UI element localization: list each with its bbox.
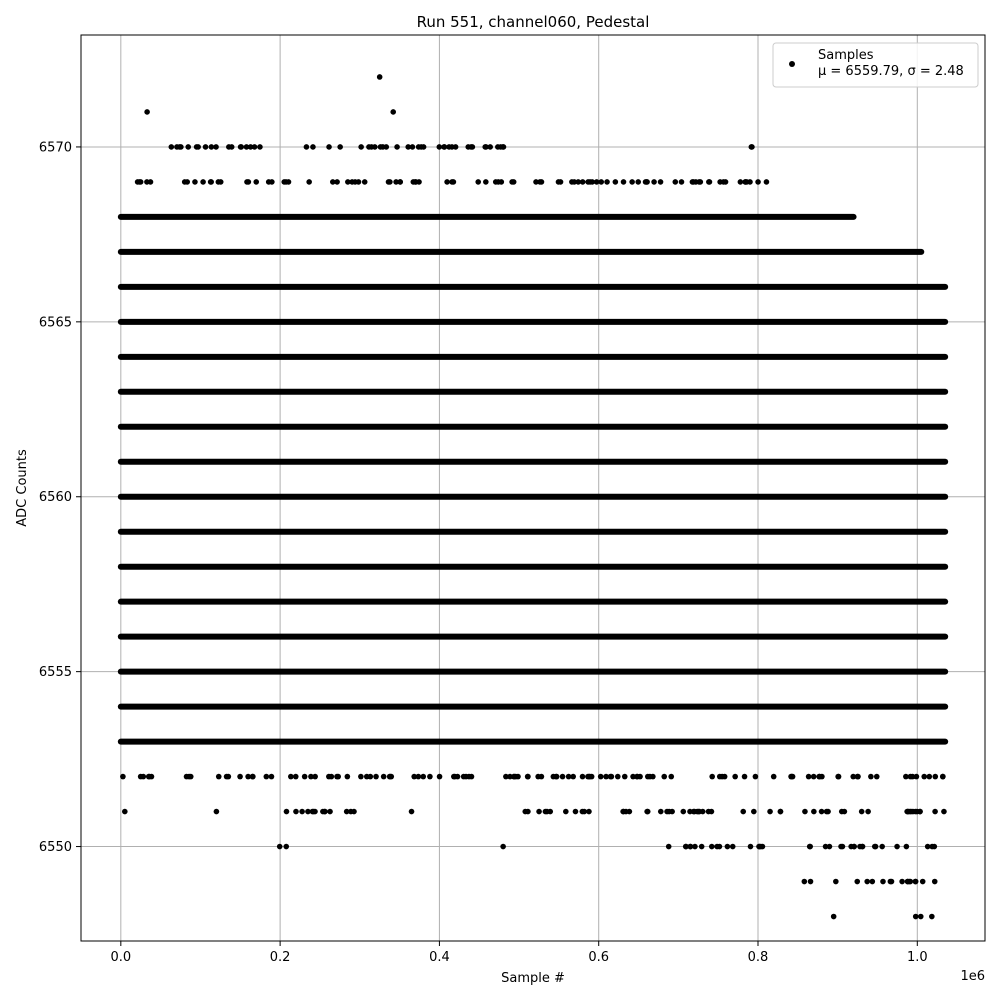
sample-point (451, 774, 457, 780)
x-tick-label: 0.8 (747, 950, 769, 965)
sample-point (753, 774, 759, 780)
sample-point (627, 809, 633, 815)
sample-point (742, 774, 748, 780)
sample-point (444, 179, 450, 185)
sample-point (284, 809, 290, 815)
sample-point (926, 774, 932, 780)
sample-point (288, 774, 294, 780)
sample-point (351, 809, 357, 815)
sample-point (899, 879, 905, 885)
sample-point (373, 774, 379, 780)
y-tick-label: 6555 (38, 665, 72, 681)
sample-point (427, 774, 433, 780)
sample-point (337, 144, 343, 150)
sample-point (329, 774, 335, 780)
sample-point (449, 179, 455, 185)
sample-point (859, 809, 865, 815)
sample-point (811, 774, 817, 780)
sample-point (825, 809, 831, 815)
sample-point (668, 774, 674, 780)
sample-point (860, 844, 866, 850)
sample-point (525, 774, 531, 780)
sample-point (327, 809, 333, 815)
sample-point (706, 179, 712, 185)
sample-point (326, 144, 332, 150)
sample-point (730, 844, 736, 850)
x-tick-label: 1.0 (906, 950, 928, 965)
sample-point (437, 774, 443, 780)
sample-point (807, 844, 813, 850)
sample-point (310, 809, 316, 815)
sample-point (441, 144, 447, 150)
sample-point (216, 774, 222, 780)
sample-point (717, 774, 723, 780)
sample-point (748, 844, 754, 850)
sample-point (580, 774, 586, 780)
sample-point (358, 774, 364, 780)
sample-point (184, 774, 190, 780)
sample-point (257, 144, 263, 150)
sample-point (169, 144, 175, 150)
sample-point (409, 809, 415, 815)
sample-point (913, 914, 919, 920)
sample-point (910, 809, 916, 815)
sample-point (453, 144, 459, 150)
sample-point (381, 774, 387, 780)
sample-point (138, 774, 144, 780)
sample-point (185, 144, 191, 150)
sample-point (802, 809, 808, 815)
sample-point (554, 774, 560, 780)
sample-point (802, 879, 808, 885)
sample-point (495, 144, 501, 150)
sample-point (306, 179, 312, 185)
sample-point (658, 179, 664, 185)
sample-point (732, 774, 738, 780)
sample-point (461, 774, 467, 780)
sample-point (833, 879, 839, 885)
sample-point (598, 179, 604, 185)
sample-point (767, 809, 773, 815)
sample-point (604, 179, 610, 185)
sample-point (709, 774, 715, 780)
sample-point (806, 774, 812, 780)
sample-point (870, 879, 876, 885)
sample-point (903, 774, 909, 780)
sample-point (335, 774, 341, 780)
sample-point (563, 809, 569, 815)
sample-point (237, 774, 243, 780)
sample-point (330, 179, 336, 185)
sample-point (854, 879, 860, 885)
sample-point (293, 774, 299, 780)
x-axis-label: Sample # (501, 971, 565, 986)
sample-point (560, 774, 566, 780)
sample-point (658, 809, 664, 815)
x-tick-label: 0.0 (110, 950, 132, 965)
sample-point (383, 144, 389, 150)
sample-point (475, 179, 481, 185)
sample-point (742, 179, 748, 185)
sample-point (622, 774, 628, 780)
sample-point (751, 809, 757, 815)
sample-point (644, 809, 650, 815)
sample-point (879, 844, 885, 850)
sample-point (683, 844, 689, 850)
sample-point (917, 809, 923, 815)
sample-point (558, 179, 564, 185)
sample-point (621, 179, 627, 185)
sample-point (483, 179, 489, 185)
sample-point (253, 179, 259, 185)
sample-point (603, 774, 609, 780)
sample-point (580, 179, 586, 185)
sample-point (661, 774, 667, 780)
sample-point (874, 774, 880, 780)
sample-point (122, 809, 128, 815)
sample-point (940, 774, 946, 780)
sample-point (808, 879, 814, 885)
sample-point (214, 809, 220, 815)
sample-point (819, 809, 825, 815)
sample-point (864, 879, 870, 885)
sample-point (178, 144, 184, 150)
sample-point (470, 144, 476, 150)
sample-point (932, 844, 938, 850)
sample-point (493, 179, 499, 185)
sample-point (226, 774, 232, 780)
sample-point (269, 774, 275, 780)
sample-point (629, 179, 635, 185)
legend-series-label: Samples (818, 48, 874, 63)
sample-point (598, 774, 604, 780)
y-tick-label: 6560 (38, 490, 72, 506)
sample-point (913, 879, 919, 885)
sample-point (536, 809, 542, 815)
sample-point (203, 144, 209, 150)
sample-point (322, 809, 328, 815)
sample-point (264, 774, 270, 780)
sample-point (507, 774, 513, 780)
sample-point (679, 179, 685, 185)
sample-point (699, 844, 705, 850)
sample-point (416, 179, 422, 185)
sample-point (823, 844, 829, 850)
sample-point (120, 774, 126, 780)
sample-point (208, 179, 214, 185)
sample-point (539, 179, 545, 185)
sample-point (362, 179, 368, 185)
sample-point (344, 809, 350, 815)
sample-point (894, 844, 900, 850)
sample-point (312, 774, 318, 780)
sample-point (771, 774, 777, 780)
sample-point (760, 844, 766, 850)
sample-point (851, 844, 857, 850)
sample-point (615, 774, 621, 780)
sample-point (693, 179, 699, 185)
sample-point (709, 844, 715, 850)
sample-point (299, 809, 305, 815)
sample-point (905, 879, 911, 885)
legend-stats-label: μ = 6559.79, σ = 2.48 (818, 64, 964, 79)
sample-point (749, 144, 755, 150)
sample-point (889, 879, 895, 885)
sample-point (645, 774, 651, 780)
sample-point (229, 144, 235, 150)
sample-point (706, 809, 712, 815)
sample-point (666, 844, 672, 850)
sample-point (573, 809, 579, 815)
y-axis-label: ADC Counts (15, 449, 30, 527)
sample-point (569, 179, 575, 185)
sample-point (920, 879, 926, 885)
sample-point (410, 179, 416, 185)
sample-point (416, 144, 422, 150)
sample-point (416, 774, 422, 780)
sample-point (740, 809, 746, 815)
sample-point (680, 809, 686, 815)
sample-point (533, 179, 539, 185)
sample-point (921, 774, 927, 780)
sample-point (738, 179, 744, 185)
sample-point (501, 144, 507, 150)
sample-point (650, 774, 656, 780)
outlier-point (390, 109, 396, 115)
sample-point (918, 914, 924, 920)
sample-point (483, 144, 489, 150)
sample-point (469, 774, 475, 780)
sample-point (672, 179, 678, 185)
sample-point (932, 809, 938, 815)
sample-point (932, 879, 938, 885)
sample-point (873, 844, 879, 850)
sample-point (368, 774, 374, 780)
sample-point (244, 144, 250, 150)
outlier-point (144, 109, 150, 115)
sample-point (816, 774, 822, 780)
x-tick-label: 0.2 (269, 950, 291, 965)
sample-point (446, 144, 452, 150)
legend (773, 43, 978, 87)
sample-point (811, 809, 817, 815)
sample-point (543, 809, 549, 815)
y-tick-label: 6570 (38, 140, 72, 156)
sample-point (839, 809, 845, 815)
sample-point (865, 809, 871, 815)
x-tick-label: 0.4 (429, 950, 450, 965)
sample-point (522, 809, 528, 815)
sample-point (868, 774, 874, 780)
sample-point (880, 879, 886, 885)
sample-point (914, 774, 920, 780)
sample-point (651, 179, 657, 185)
sample-point (547, 809, 553, 815)
y-tick-label: 6550 (38, 840, 72, 856)
sample-point (293, 809, 299, 815)
sample-point (755, 179, 761, 185)
sample-point (929, 914, 935, 920)
sample-point (789, 774, 795, 780)
x-axis-offset-label: 1e6 (960, 969, 985, 984)
sample-point (366, 144, 372, 150)
sample-point (932, 774, 938, 780)
sample-point (195, 144, 201, 150)
sample-point (589, 179, 595, 185)
sample-point (216, 179, 222, 185)
sample-point (831, 914, 837, 920)
y-tick-label: 6565 (38, 315, 72, 331)
sample-point (238, 144, 244, 150)
sample-point (511, 179, 517, 185)
sample-point (252, 144, 258, 150)
sample-point (209, 144, 215, 150)
sample-point (500, 844, 506, 850)
sample-point (513, 774, 519, 780)
sample-point (246, 179, 252, 185)
sample-point (135, 179, 141, 185)
outlier-point (377, 74, 383, 80)
sample-point (394, 144, 400, 150)
sample-point (283, 844, 289, 850)
sample-point (764, 179, 770, 185)
sample-point (393, 179, 399, 185)
sample-point (304, 144, 310, 150)
sample-point (836, 774, 842, 780)
sample-point (721, 179, 727, 185)
sample-point (372, 144, 378, 150)
sample-point (277, 844, 283, 850)
sample-point (281, 179, 287, 185)
sample-point (778, 809, 784, 815)
sample-point (144, 179, 150, 185)
sample-point (387, 179, 393, 185)
sample-point (644, 179, 650, 185)
sample-point (570, 774, 576, 780)
x-tick-label: 0.6 (588, 950, 610, 965)
sample-point (613, 179, 619, 185)
sample-point (388, 774, 394, 780)
sample-point (941, 809, 947, 815)
sample-point (586, 774, 592, 780)
sample-point (192, 179, 198, 185)
sample-point (535, 774, 541, 780)
sample-point (850, 774, 856, 780)
sample-point (310, 144, 316, 150)
sample-point (637, 774, 643, 780)
sample-point (200, 179, 206, 185)
sample-point (725, 844, 731, 850)
sample-point (245, 774, 251, 780)
sample-point (855, 774, 861, 780)
sample-point (358, 144, 364, 150)
sample-point (714, 844, 720, 850)
sample-point (420, 774, 426, 780)
sample-point (146, 774, 152, 780)
sample-point (345, 179, 351, 185)
sample-point (840, 844, 846, 850)
sample-point (405, 144, 411, 150)
sample-point (687, 809, 693, 815)
sample-point (582, 809, 588, 815)
legend-marker (789, 61, 795, 67)
sample-point (269, 179, 275, 185)
sample-point (635, 179, 641, 185)
chart-title: Run 551, channel060, Pedestal (416, 13, 650, 31)
sample-point (621, 809, 627, 815)
sample-point (302, 774, 308, 780)
sample-point (184, 179, 190, 185)
sample-point (904, 844, 910, 850)
sample-point (664, 809, 670, 815)
sample-point (345, 774, 351, 780)
